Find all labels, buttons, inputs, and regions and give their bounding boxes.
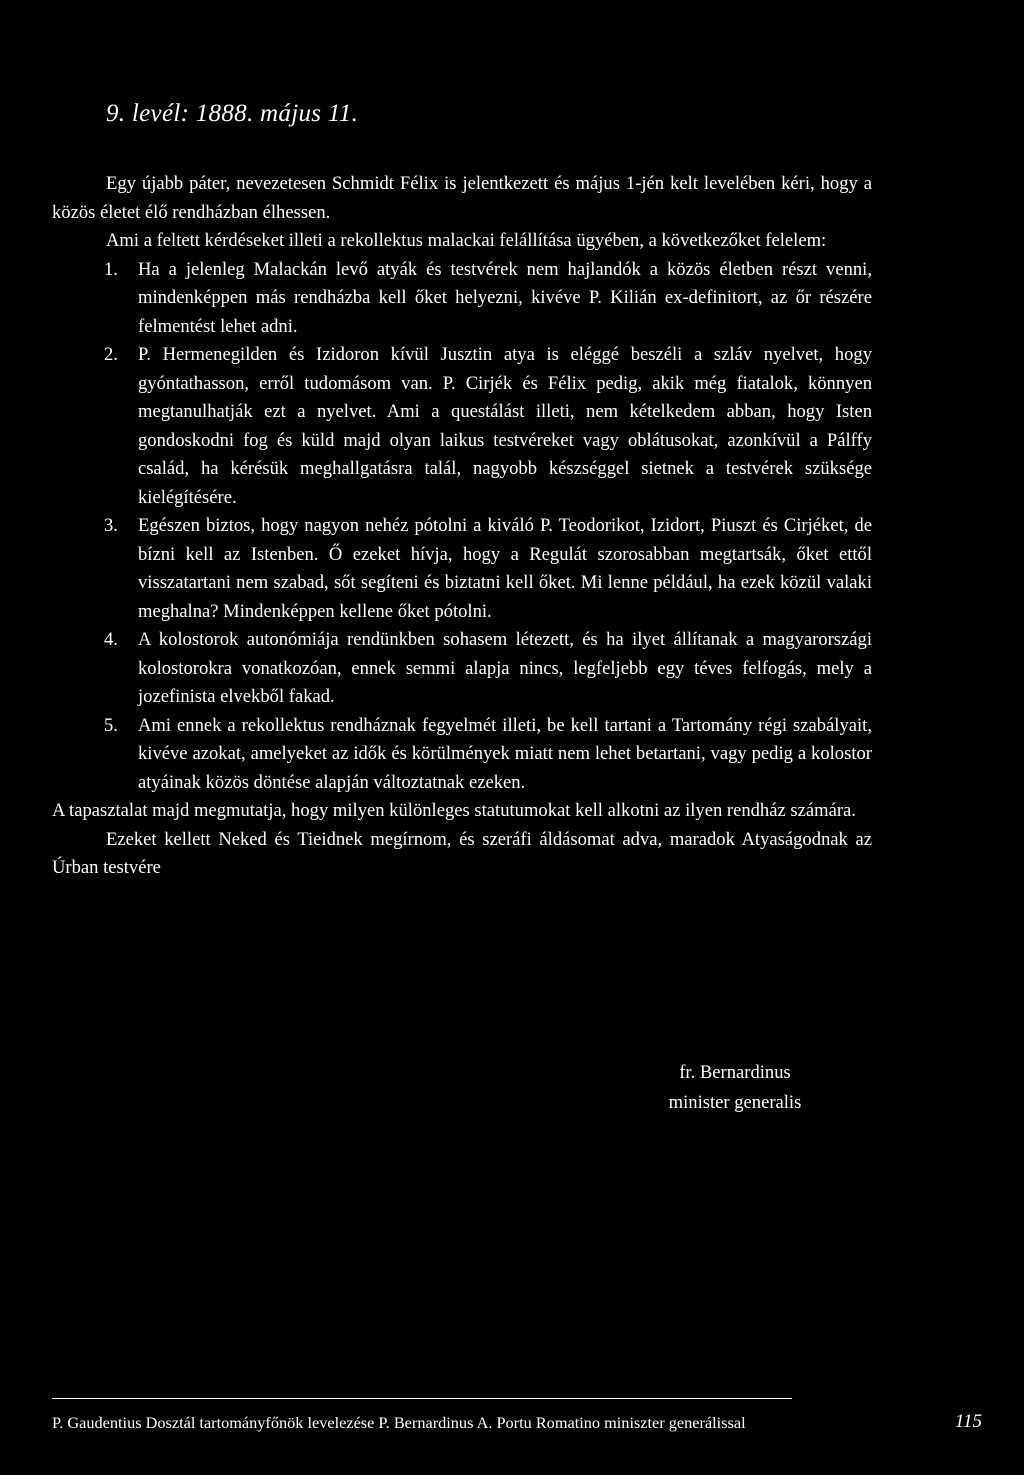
list-item-text: Ami ennek a rekollektus rendháznak fegyelmét illeti, be kell tartani a Tartomány régi szabályait, kivéve azokat, amelyeket az idők és körülmények miatt nem lehet betartani, vagy pedig a kolostor atyáinak közös döntése alapján változtatnak ezeken. (138, 714, 872, 793)
letter-body (52, 170, 872, 883)
list-item (52, 341, 872, 512)
list-item (52, 712, 872, 798)
page-number: 115 (954, 1411, 982, 1432)
running-footer-text: P. Gaudentius Dosztál tartományfőnök levelezése P. Bernardinus A. Portu Romatino miniszter generálissal (52, 1413, 746, 1432)
paragraph: Egy újabb páter, nevezetesen Schmidt Félix is jelentkezett és május 1-jén kelt levelében kéri, hogy a közös életet élő rendházban élhessen. (52, 173, 872, 223)
letter-heading: 9. levél: 1888. május 11. (106, 100, 359, 127)
list-item-text: P. Hermenegilden és Izidoron kívül Jusztin atya is eléggé beszéli a szláv nyelvet, hogy gyóntathasson, erről tudomásom van. P. Cirjék és Félix pedig, akik még fiatalok, könnyen megtanulhatják ezt a nyelvet. Ami a questálást illeti, nem kételkedem abban, hogy Isten gondoskodni fog és küld majd olyan laikus testvéreket vagy oblátusokat, azonkívül a Pálffy család, ha kérésük meghallgatásra talál, nagyobb készséggel sietnek a testvérek szüksége kielégítésére. (138, 344, 872, 508)
list-item-number: 3. (104, 515, 118, 536)
list-item-number: 2. (104, 344, 118, 365)
list-item-number: 5. (104, 714, 118, 736)
signature-name: fr. Bernardinus (679, 1062, 791, 1083)
list-item (52, 512, 872, 626)
closing-paragraph: A tapasztalat majd megmutatja, hogy milyen különleges statutumokat kell alkotni az ilyen rendház számára. (52, 800, 856, 821)
list-item-text: A kolostorok autonómiája rendünkben sohasem létezett, és ha ilyet állítanak a magyarországi kolostorokra vonatkozóan, ennek semmi alapja nincs, legfeljebb egy téves felfogás, mely a jozefinista elvekből fakad. (138, 629, 872, 707)
numbered-list (52, 256, 872, 798)
signature (640, 1058, 830, 1118)
footer-divider (52, 1398, 792, 1399)
list-item-number: 1. (104, 258, 118, 280)
list-item-text: Egészen biztos, hogy nagyon nehéz pótolni a kiváló P. Teodorikot, Izidort, Piuszt és Cirjéket, de bízni kell az Istenben. Ő ezeket hívja, hogy a Regulát szorosabban megtartsák, őket ettől visszatartani nem szabad, sőt segíteni és biztatni kell őket. Mi lenne például, ha ezek közül valaki meghalna? Mindenképpen kellene őket pótolni. (138, 515, 872, 622)
list-item (52, 256, 872, 342)
list-item (52, 626, 872, 712)
closing-paragraph: Ezeket kellett Neked és Tieidnek megírnom, és szeráfi áldásomat adva, maradok Atyaságodnak az Úrban testvére (52, 828, 872, 878)
list-item-number: 4. (104, 629, 118, 650)
paragraph: Ami a feltett kérdéseket illeti a rekollektus malackai felállítása ügyében, a következőket felelem: (106, 230, 827, 251)
list-item-text: Ha a jelenleg Malackán levő atyák és testvérek nem hajlandók a közös életben részt venni, mindenképpen más rendházba kell őket helyezni, kivéve P. Kilián ex-definitort, az őr részére felmentést lehet adni. (138, 258, 872, 337)
signature-title: minister generalis (668, 1092, 802, 1113)
